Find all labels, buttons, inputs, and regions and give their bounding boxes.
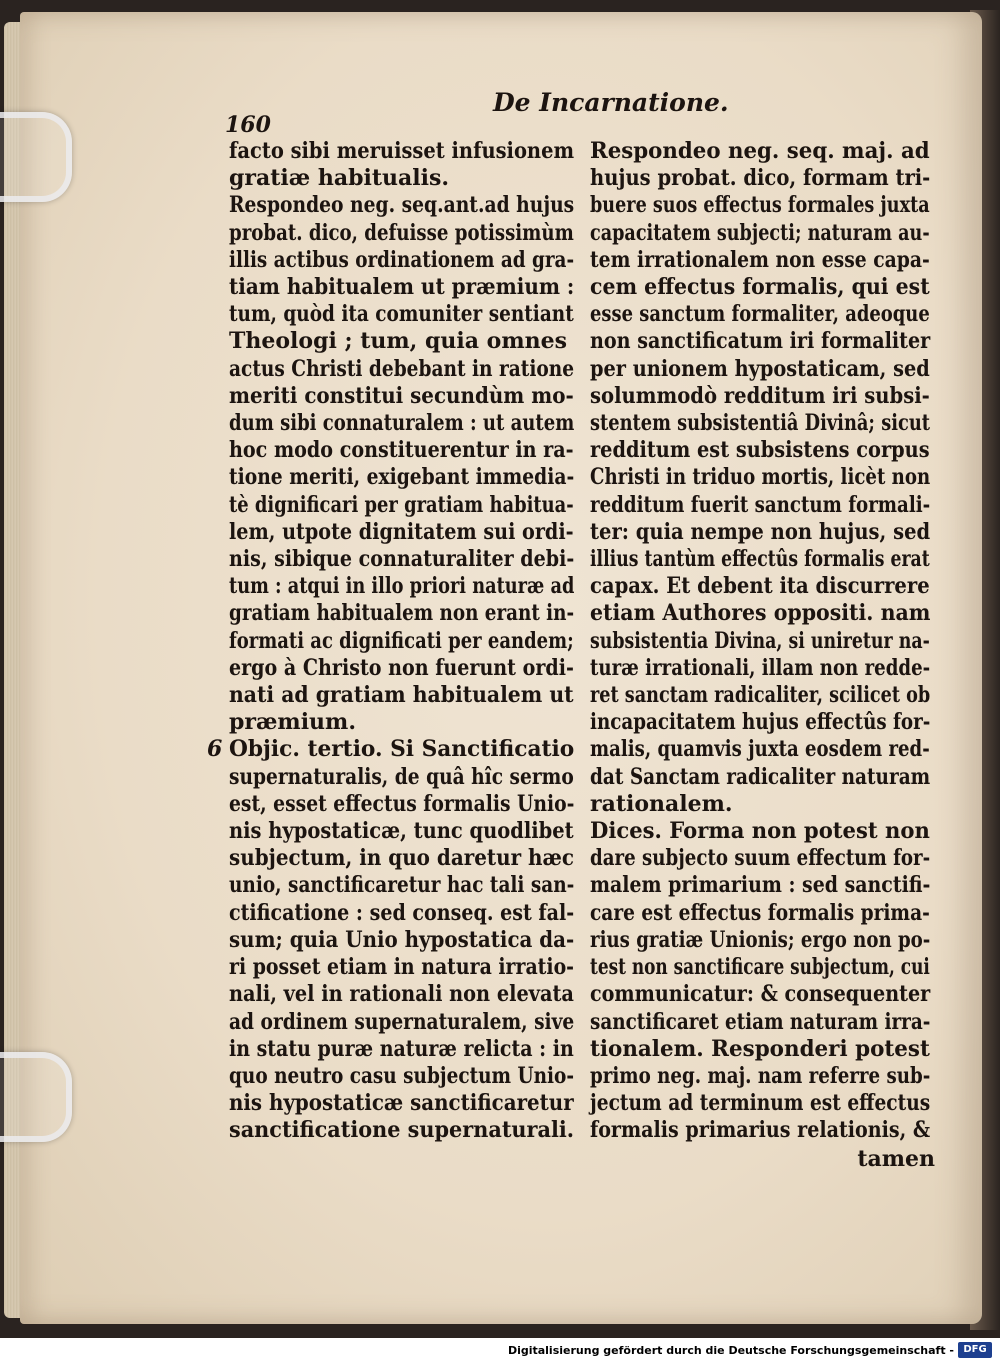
text-line: nis hypostaticæ, tunc quodlibet bbox=[229, 818, 574, 845]
text-line: nati ad gratiam habitualem ut bbox=[229, 682, 574, 709]
text-line: formati ac dignificati per eandem; bbox=[229, 627, 574, 654]
text-line: Objic. tertio. Si Sanctificatio bbox=[229, 736, 575, 763]
text-block bbox=[205, 82, 945, 1192]
text-line: Theologi ; tum, quia omnes bbox=[229, 328, 567, 355]
text-line: buere suos effectus formales juxta bbox=[590, 192, 930, 219]
text-line: gratiam habitualem non erant in- bbox=[229, 600, 575, 627]
text-line: dum sibi connaturalem : ut autem bbox=[229, 410, 575, 437]
text-line: Respondeo neg. seq. maj. ad bbox=[590, 138, 930, 164]
text-line: etiam Authores oppositi. nam bbox=[590, 600, 931, 627]
text-line: jectum ad terminum est effectus bbox=[590, 1090, 931, 1117]
text-line: Respondeo neg. seq.ant.ad hujus bbox=[229, 192, 575, 219]
text-line: subsistentia Divina, si uniretur na- bbox=[590, 627, 930, 654]
text-line: rius gratiæ Unionis; ergo non po- bbox=[590, 926, 931, 953]
text-line: cem effectus formalis, qui est bbox=[590, 274, 930, 301]
text-line: lem, utpote dignitatem sui ordi- bbox=[229, 518, 574, 545]
text-line: probat. dico, defuisse potissimùm bbox=[229, 219, 574, 246]
catchword: tamen bbox=[857, 1146, 935, 1173]
text-line: rationalem. bbox=[590, 790, 733, 817]
text-line: est, esset effectus formalis Unio- bbox=[229, 790, 575, 817]
text-line: tum : atqui in illo priori naturæ ad bbox=[229, 573, 575, 600]
text-line: nis, sibique connaturaliter debi- bbox=[229, 546, 575, 573]
book-page bbox=[20, 12, 982, 1324]
text-line: actus Christi debebant in ratione bbox=[229, 355, 575, 382]
text-line: redditum est subsistens corpus bbox=[590, 437, 930, 464]
text-line: capacitatem subjecti; naturam au- bbox=[590, 219, 930, 246]
left-column bbox=[207, 138, 575, 1145]
text-line: illius tantùm effectûs formalis erat bbox=[590, 546, 930, 573]
text-line: tum, quòd ita comuniter sentiant bbox=[229, 301, 574, 328]
text-line: hoc modo constituerentur in ra- bbox=[229, 437, 574, 464]
right-column bbox=[590, 138, 930, 1145]
text-line: supernaturalis, de quâ hîc sermo bbox=[229, 763, 574, 790]
text-line: nis hypostaticæ sanctificaretur bbox=[229, 1090, 574, 1117]
text-line: quo neutro casu subjectum Unio- bbox=[229, 1062, 575, 1089]
text-line: ctificatione : sed conseq. est fal- bbox=[229, 899, 575, 926]
text-line: turæ irrationali, illam non redde- bbox=[590, 654, 931, 681]
text-line: test non sanctificare subjectum, cui bbox=[590, 954, 930, 981]
text-line: tè dignificari per gratiam habitua- bbox=[229, 491, 574, 518]
dfg-logo: DFG bbox=[958, 1342, 992, 1358]
text-line: communicatur: & consequenter bbox=[590, 981, 931, 1008]
text-line: ad ordinem supernaturalem, sive bbox=[229, 1008, 575, 1035]
text-line: care est effectus formalis prima- bbox=[590, 899, 930, 926]
footer-credit: Digitalisierung gefördert durch die Deutsche Forschungsgemeinschaft - bbox=[507, 1344, 954, 1357]
text-line: sanctificaret etiam naturam irra- bbox=[590, 1008, 931, 1035]
text-line: non sanctificatum iri formaliter bbox=[590, 328, 931, 355]
text-line: tione meriti, exigebant immedia- bbox=[229, 464, 575, 491]
text-line: ret sanctam radicaliter, scilicet ob bbox=[590, 682, 931, 709]
text-line: præmium. bbox=[229, 709, 356, 736]
text-line: tem irrationalem non esse capa- bbox=[590, 246, 930, 273]
text-line: primo neg. maj. nam referre sub- bbox=[590, 1062, 931, 1089]
text-line: dat Sanctam radicaliter naturam bbox=[590, 763, 931, 790]
text-line: dare subjecto suum effectum for- bbox=[590, 845, 931, 872]
text-line: esse sanctum formaliter, adeoque bbox=[590, 301, 930, 328]
text-line: tionalem. Responderi potest bbox=[590, 1035, 930, 1062]
text-line: solummodò redditum iri subsi- bbox=[590, 382, 930, 409]
text-line: Dices. Forma non potest non bbox=[590, 818, 930, 845]
text-line: ergo à Christo non fuerunt ordi- bbox=[229, 654, 574, 681]
text-line: redditum fuerit sanctum formali- bbox=[590, 491, 931, 518]
text-line: gratiæ habitualis. bbox=[229, 165, 450, 192]
text-line: ri posset etiam in natura irratio- bbox=[229, 954, 575, 981]
text-line: hujus probat. dico, formam tri- bbox=[590, 165, 931, 192]
text-line: stentem subsistentiâ Divinâ; sicut bbox=[590, 410, 931, 437]
text-line: ter: quia nempe non hujus, sed bbox=[590, 518, 931, 545]
margin-note: 6 bbox=[207, 736, 223, 763]
text-line: unio, sanctificaretur hac tali san- bbox=[229, 872, 575, 899]
text-line: tiam habitualem ut præmium : bbox=[229, 274, 575, 301]
text-line: per unionem hypostaticam, sed bbox=[590, 355, 930, 382]
text-line: capax. Et debent ita discurrere bbox=[590, 573, 930, 600]
text-line: Christi in triduo mortis, licèt non bbox=[590, 464, 931, 491]
text-line: sum; quia Unio hypostatica da- bbox=[229, 926, 575, 953]
text-line: formalis primarius relationis, & bbox=[590, 1117, 931, 1144]
text-line: illis actibus ordinationem ad gra- bbox=[229, 246, 575, 273]
book-clip-bottom bbox=[0, 1052, 72, 1142]
text-line: incapacitatem hujus effectûs for- bbox=[590, 709, 931, 736]
text-line: meriti constitui secundùm mo- bbox=[229, 382, 574, 409]
text-line: malis, quamvis juxta eosdem red- bbox=[590, 736, 930, 763]
running-head: De Incarnatione. bbox=[493, 88, 729, 117]
text-line: sanctificatione supernaturali. bbox=[229, 1117, 575, 1144]
page-number: 160 bbox=[225, 112, 271, 138]
text-line: nali, vel in rationali non elevata bbox=[229, 981, 574, 1008]
text-line: facto sibi meruisset infusionem bbox=[229, 138, 575, 164]
text-line: in statu puræ naturæ relicta : in bbox=[229, 1035, 574, 1062]
book-clip-top bbox=[0, 112, 72, 202]
text-line: subjectum, in quo daretur hæc bbox=[229, 845, 575, 872]
text-line: malem primarium : sed sanctifi- bbox=[590, 872, 931, 899]
footer-bar bbox=[0, 1338, 1000, 1363]
